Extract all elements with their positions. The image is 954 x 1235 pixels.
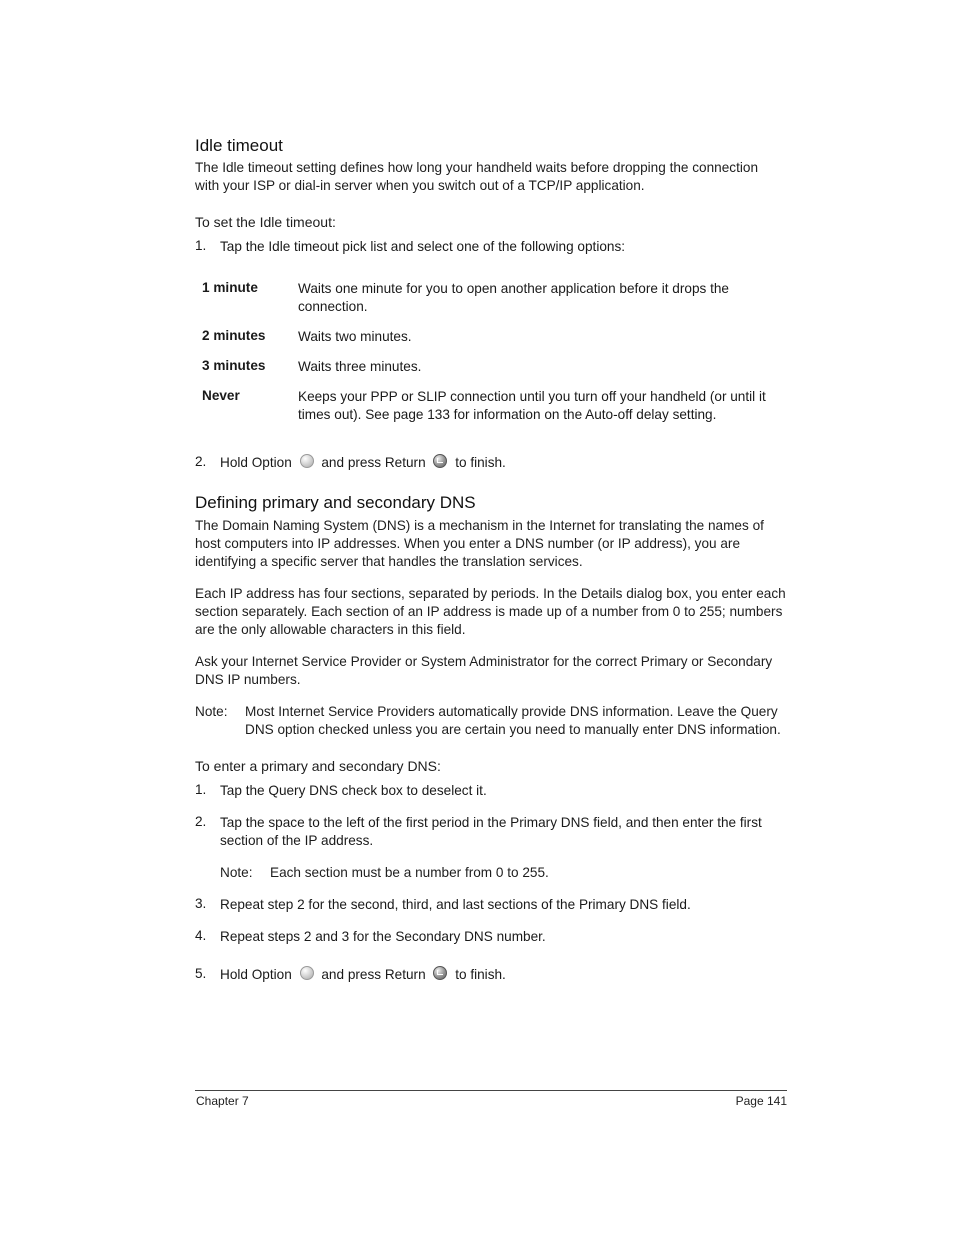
- step-text: [220, 814, 786, 850]
- step-number: 2.: [195, 814, 207, 829]
- dns-paragraph-2: [195, 585, 787, 639]
- return-key-icon: [433, 454, 447, 468]
- text-line: section of the IP address.: [220, 833, 374, 848]
- step-text-part: Hold Option: [220, 455, 292, 470]
- text-line: times out). See page 133 for information on the Auto-off delay setting.: [298, 407, 717, 422]
- dns-paragraph-3: [195, 653, 787, 689]
- text-line: Keeps your PPP or SLIP connection until you turn off your handheld (or until it: [298, 389, 766, 404]
- step-text-part: to finish.: [455, 967, 506, 982]
- text-line: with your ISP or dial-in server when you switch out of a TCP/IP application.: [195, 178, 645, 193]
- footer-divider: [195, 1090, 787, 1091]
- step-text-part: to finish.: [455, 455, 506, 470]
- text-line: Each IP address has four sections, separated by periods. In the Details dialog box, you enter each: [195, 586, 786, 601]
- text-line: Waits one minute for you to open another application before it drops the: [298, 281, 729, 296]
- step-text: [220, 966, 786, 984]
- option-key-icon: [300, 966, 314, 980]
- procedure-heading: To set the Idle timeout:: [195, 214, 336, 230]
- text-line: DNS option checked unless you are certain you need to manually enter DNS information.: [245, 722, 781, 737]
- step-note-text: Each section must be a number from 0 to 255.: [270, 865, 549, 880]
- step-note-label: Note:: [220, 865, 253, 880]
- step-number: 3.: [195, 896, 207, 911]
- footer-chapter: Chapter 7: [196, 1094, 249, 1108]
- return-key-icon: [433, 966, 447, 980]
- text-line: Ask your Internet Service Provider or System Administrator for the correct Primary or Secondary: [195, 654, 773, 669]
- note-text: [245, 703, 790, 739]
- section-heading-dns: Defining primary and secondary DNS: [195, 493, 476, 512]
- step-text: Tap the Query DNS check box to deselect it.: [220, 783, 487, 798]
- footer-page-number: Page 141: [735, 1094, 787, 1108]
- text-line: DNS IP numbers.: [195, 672, 301, 687]
- text-line: are the only allowable characters in this field.: [195, 622, 466, 637]
- text-line: connection.: [298, 299, 368, 314]
- text-line: The Idle timeout setting defines how long your handheld waits before dropping the connection: [195, 160, 758, 175]
- step-number: 5.: [195, 966, 207, 981]
- text-line: Most Internet Service Providers automatically provide DNS information. Leave the Query: [245, 704, 778, 719]
- text-line: Waits two minutes.: [298, 329, 412, 344]
- text-line: section separately. Each section of an IP address is made up of a number from 0 to 255; numbers: [195, 604, 783, 619]
- note-label: Note:: [195, 704, 228, 719]
- text-line: Waits three minutes.: [298, 359, 422, 374]
- option-term-3-minutes: 3 minutes: [202, 358, 266, 373]
- option-key-icon: [300, 454, 314, 468]
- step-text: Repeat steps 2 and 3 for the Secondary DNS number.: [220, 929, 546, 944]
- step-number: 1.: [195, 782, 207, 797]
- text-line: identifying a specific server that handles the translation services.: [195, 554, 583, 569]
- step-text: Repeat step 2 for the second, third, and last sections of the Primary DNS field.: [220, 897, 691, 912]
- step-text-part: and press Return: [321, 967, 426, 982]
- step-text: [220, 454, 786, 472]
- step-number: 2.: [195, 454, 207, 469]
- text-line: The Domain Naming System (DNS) is a mechanism in the Internet for translating the names of: [195, 518, 764, 533]
- option-description: [298, 388, 788, 424]
- option-description: [298, 280, 788, 316]
- section-heading-idle-timeout: Idle timeout: [195, 136, 283, 155]
- option-description: [298, 358, 788, 376]
- idle-intro-paragraph: [195, 159, 758, 195]
- step-text-part: Hold Option: [220, 967, 292, 982]
- option-term-never: Never: [202, 388, 240, 403]
- option-term-1-minute: 1 minute: [202, 280, 258, 295]
- step-number: 1.: [195, 238, 207, 253]
- step-text: Tap the Idle timeout pick list and select one of the following options:: [220, 239, 626, 254]
- procedure-heading: To enter a primary and secondary DNS:: [195, 758, 441, 774]
- dns-paragraph-1: [195, 517, 787, 571]
- option-term-2-minutes: 2 minutes: [202, 328, 266, 343]
- option-description: [298, 328, 788, 346]
- step-text-part: and press Return: [321, 455, 426, 470]
- step-number: 4.: [195, 928, 207, 943]
- text-line: host computers into IP addresses. When you enter a DNS number (or IP address), you are: [195, 536, 741, 551]
- text-line: Tap the space to the left of the first period in the Primary DNS field, and then enter the first: [220, 815, 762, 830]
